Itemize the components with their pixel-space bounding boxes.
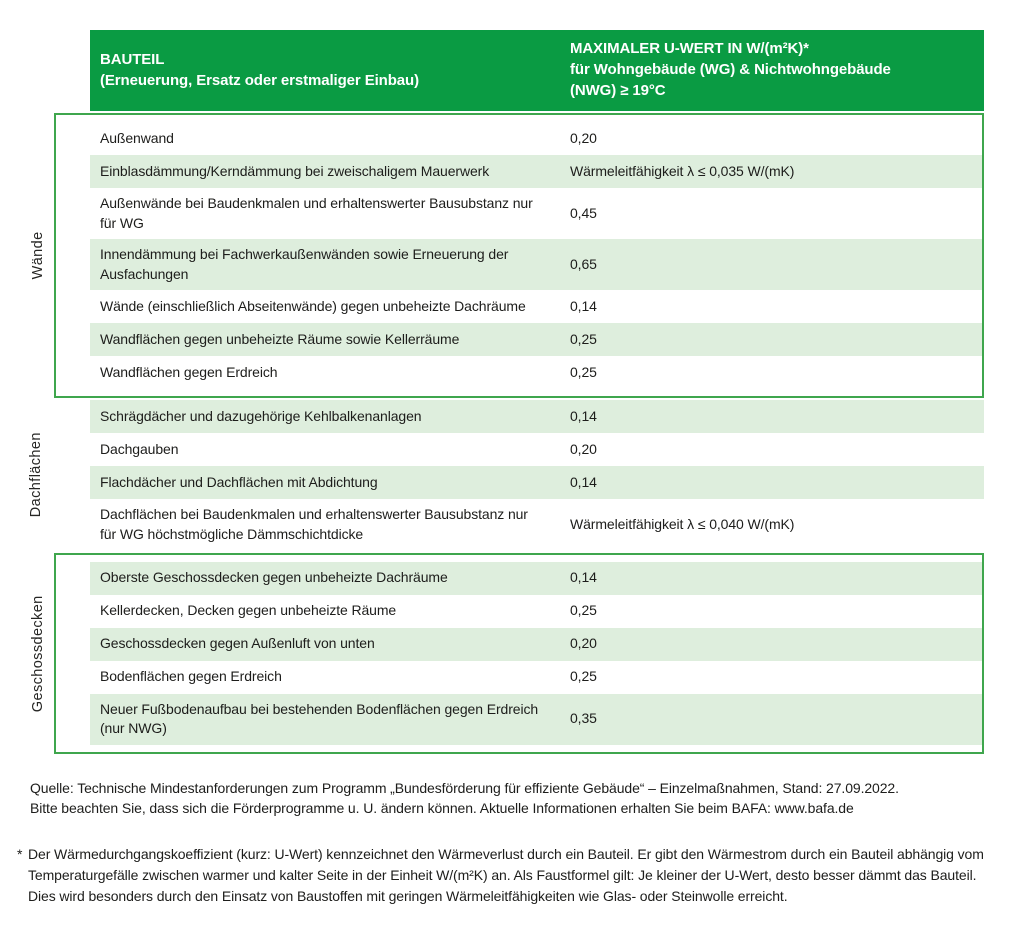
component-cell: Schrägdächer und dazugehörige Kehlbalkenanlagen	[100, 408, 422, 425]
table-row	[90, 661, 982, 694]
component-cell: Außenwände bei Baudenkmalen und erhaltenswerter Bausubstanz nur für WG	[100, 195, 533, 231]
component-cell: Innendämmung bei Fachwerkaußenwänden sowie Erneuerung der Ausfachungen	[100, 246, 509, 282]
component-cell: Oberste Geschossdecken gegen unbeheizte Dachräume	[100, 569, 448, 586]
table-row	[90, 356, 982, 389]
group-label-waende: Wände	[30, 231, 46, 280]
table-row	[90, 562, 982, 595]
value-cell: 0,20	[570, 441, 597, 458]
table-row	[90, 188, 982, 239]
value-cell: 0,25	[570, 331, 597, 348]
table-row	[90, 122, 982, 155]
component-cell: Außenwand	[100, 129, 174, 146]
header-cell-bauteil	[90, 50, 570, 91]
row-group-waende	[30, 113, 984, 398]
component-cell: Geschossdecken gegen Außenluft von unten	[100, 635, 375, 652]
component-cell: Bodenflächen gegen Erdreich	[100, 668, 282, 685]
group-label-geschossdecken: Geschossdecken	[30, 594, 46, 712]
source-line-1: Quelle: Technische Mindestanforderungen zum Programm „Bundesförderung für effiziente Gebäude“ – Einzelmaßnahmen, Stand: 27.09.2022.	[30, 779, 899, 796]
component-cell: Wandflächen gegen Erdreich	[100, 364, 278, 381]
group-rows	[90, 400, 984, 550]
component-cell: Wandflächen gegen unbeheizte Räume sowie Kellerräume	[100, 331, 460, 348]
table-row	[90, 400, 984, 433]
value-cell: 0,35	[570, 710, 597, 727]
header-uwert-line3: (NWG) ≥ 19°C	[570, 81, 666, 99]
footnote-marker: *	[17, 846, 23, 863]
group-rows	[90, 122, 982, 389]
value-cell: 0,20	[570, 129, 597, 146]
header-bauteil-title: BAUTEIL	[100, 50, 165, 68]
value-cell: 0,25	[570, 668, 597, 685]
group-rows	[90, 562, 982, 745]
table-row	[90, 323, 982, 356]
component-cell: Kellerdecken, Decken gegen unbeheizte Räume	[100, 602, 397, 619]
table-header	[90, 30, 984, 111]
footnote	[17, 844, 1004, 907]
value-cell: 0,20	[570, 635, 597, 652]
component-cell: Dachflächen bei Baudenkmalen und erhaltenswerter Bausubstanz nur für WG höchstmögliche Dämmschichtdicke	[100, 506, 528, 542]
table-row	[90, 628, 982, 661]
value-cell: 0,65	[570, 255, 597, 272]
table-row	[90, 595, 982, 628]
group-label-dachflaechen: Dachflächen	[28, 432, 44, 518]
table-row	[90, 466, 984, 499]
component-cell: Wände (einschließlich Abseitenwände) gegen unbeheizte Dachräume	[100, 298, 526, 315]
component-cell: Dachgauben	[100, 441, 179, 458]
footnote-text: Der Wärmedurchgangskoeffizient (kurz: U-Wert) kennzeichnet den Wärmeverlust durch ein Bauteil. Er gibt den Wärmestrom durch ein Bauteil abhängig vom Temperaturgefälle zwischen warmer und kalter Seite in der Einheit W/(m²K) an. Als Faustformel gilt: Je kleiner der U-Wert, desto besser dämmt das Bauteil. Dies wird besonders durch den Einsatz von Baustoffen mit geringen Wärmeleitfähigkeiten wie Glas- oder Steinwolle erreicht.	[28, 846, 984, 905]
header-uwert-line1: MAXIMALER U-WERT IN W/(m²K)*	[570, 40, 809, 58]
table-row	[90, 290, 982, 323]
table-row	[90, 694, 982, 745]
source-note	[30, 778, 994, 819]
component-cell: Einblasdämmung/Kerndämmung bei zweischaligem Mauerwerk	[100, 162, 490, 179]
table-row	[90, 155, 982, 188]
value-cell: Wärmeleitfähigkeit λ ≤ 0,040 W/(mK)	[570, 516, 795, 533]
table-row	[90, 239, 982, 290]
row-group-dachflaechen	[28, 400, 984, 550]
header-cell-uwert	[570, 39, 984, 101]
component-cell: Neuer Fußbodenaufbau bei bestehenden Bodenflächen gegen Erdreich (nur NWG)	[100, 700, 539, 737]
value-cell: 0,14	[570, 298, 597, 315]
value-cell: 0,25	[570, 364, 597, 381]
value-cell: 0,14	[570, 474, 597, 491]
component-cell: Flachdächer und Dachflächen mit Abdichtung	[100, 474, 378, 491]
table-row	[90, 433, 984, 466]
value-cell: 0,14	[570, 408, 597, 425]
source-line-2: Bitte beachten Sie, dass sich die Förderprogramme u. U. ändern können. Aktuelle Informationen erhalten Sie beim BAFA: www.bafa.de	[30, 800, 854, 817]
value-cell: Wärmeleitfähigkeit λ ≤ 0,035 W/(mK)	[570, 162, 795, 179]
value-cell: 0,25	[570, 602, 597, 619]
table-row	[90, 499, 984, 550]
value-cell: 0,14	[570, 569, 597, 586]
value-cell: 0,45	[570, 204, 597, 221]
header-uwert-line2: für Wohngebäude (WG) & Nichtwohngebäude	[570, 61, 891, 79]
header-bauteil-subtitle: (Erneuerung, Ersatz oder erstmaliger Einbau)	[100, 71, 420, 89]
row-group-geschossdecken	[30, 553, 984, 754]
